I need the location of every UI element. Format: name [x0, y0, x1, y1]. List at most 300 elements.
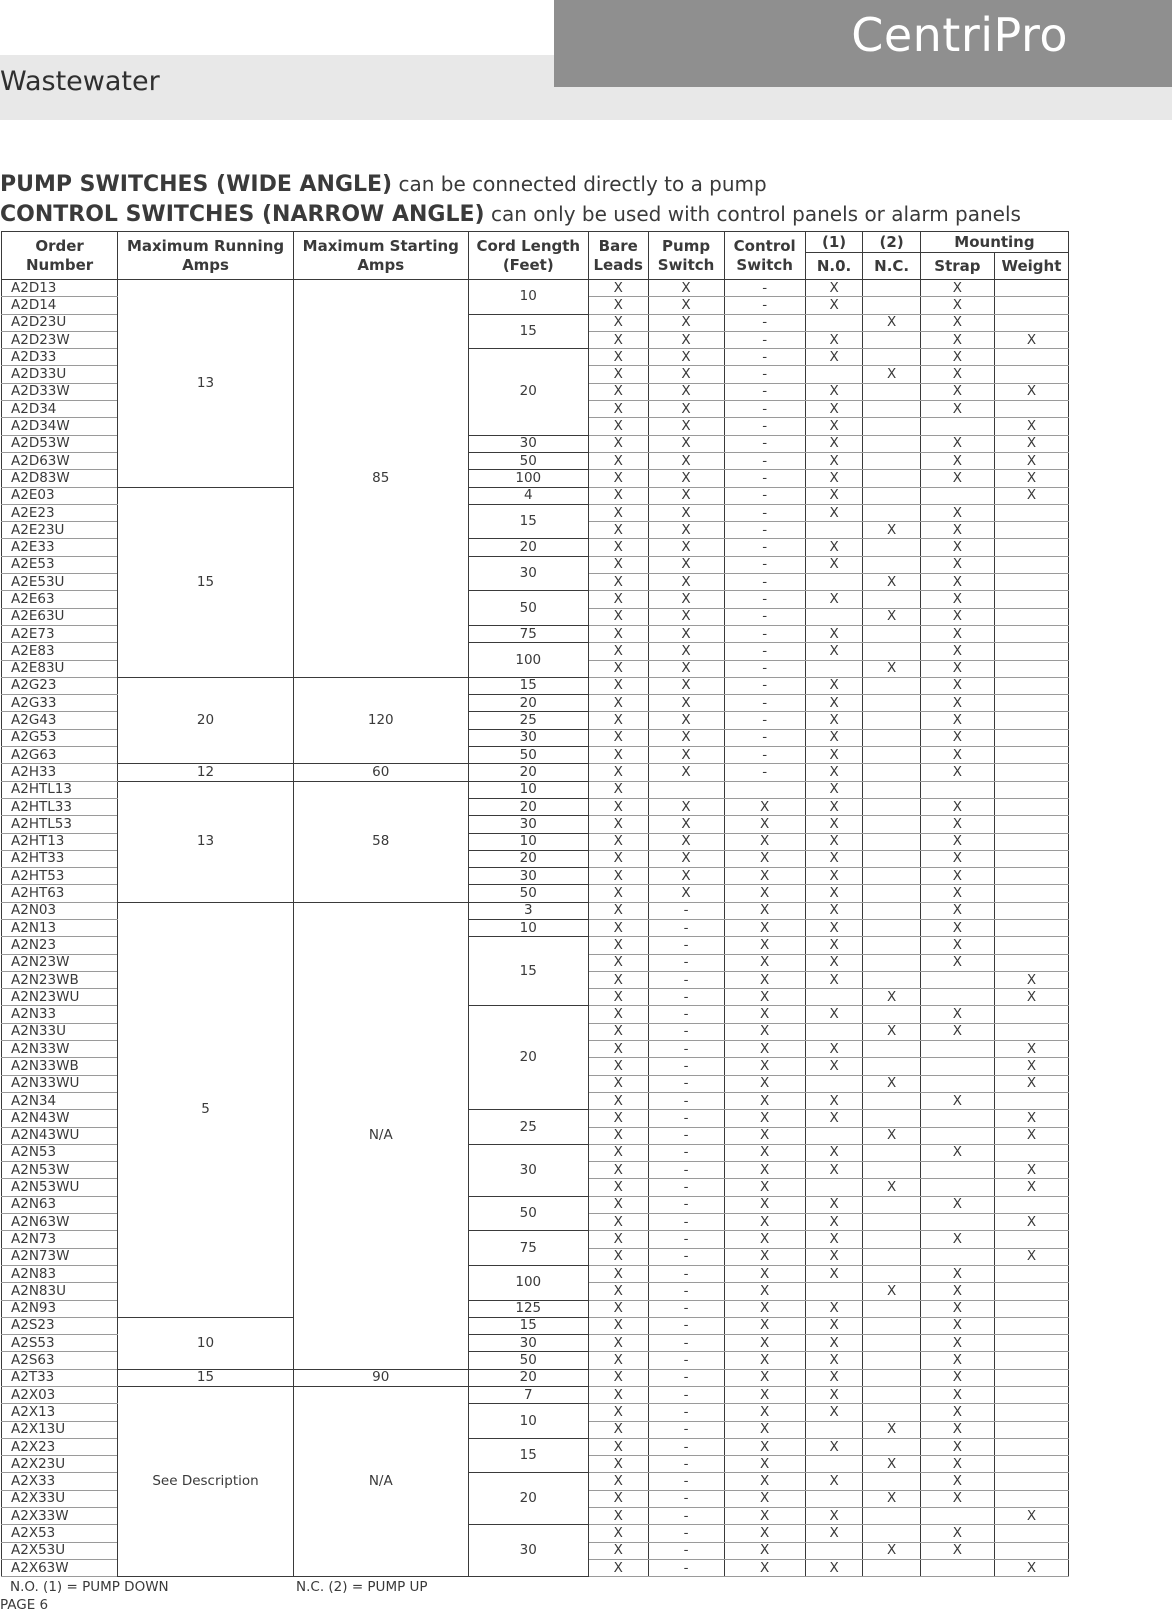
- cord-length-cell: 50: [468, 1352, 588, 1369]
- pump-switch-cell: X: [648, 452, 724, 469]
- pump-switch-cell: -: [648, 1525, 724, 1542]
- normally-closed-cell: [863, 435, 921, 452]
- weight-cell: X: [994, 971, 1068, 988]
- pump-switch-cell: -: [648, 954, 724, 971]
- normally-closed-cell: [863, 1525, 921, 1542]
- order-number-cell: A2G63: [2, 747, 118, 764]
- normally-open-cell: X: [805, 971, 863, 988]
- normally-open-cell: X: [805, 747, 863, 764]
- normally-open-cell: X: [805, 885, 863, 902]
- strap-cell: X: [920, 850, 994, 867]
- col-control-switch: Control Switch: [724, 232, 805, 280]
- weight-cell: [994, 833, 1068, 850]
- pump-switch-cell: -: [648, 1317, 724, 1334]
- pump-switch-cell: X: [648, 677, 724, 694]
- control-switch-cell: X: [724, 1092, 805, 1109]
- normally-closed-cell: [863, 383, 921, 400]
- cord-length-cell: 15: [468, 937, 588, 1006]
- bare-leads-cell: X: [588, 435, 648, 452]
- cord-length-cell: 30: [468, 1525, 588, 1577]
- bare-leads-cell: X: [588, 971, 648, 988]
- order-number-cell: A2HTL33: [2, 798, 118, 815]
- pump-switch-cell: -: [648, 1179, 724, 1196]
- normally-open-cell: X: [805, 1248, 863, 1265]
- strap-cell: X: [920, 1023, 994, 1040]
- pump-switch-cell: X: [648, 522, 724, 539]
- control-switch-cell: X: [724, 1404, 805, 1421]
- strap-cell: X: [920, 297, 994, 314]
- pump-switch-cell: -: [648, 1058, 724, 1075]
- weight-cell: [994, 556, 1068, 573]
- max-running-amps-cell: 5: [118, 902, 294, 1317]
- order-number-cell: A2N73: [2, 1231, 118, 1248]
- order-number-cell: A2HT33: [2, 850, 118, 867]
- normally-open-cell: [805, 522, 863, 539]
- control-switch-cell: X: [724, 833, 805, 850]
- normally-closed-cell: [863, 1231, 921, 1248]
- strap-cell: [920, 1110, 994, 1127]
- control-switch-cell: X: [724, 1508, 805, 1525]
- strap-cell: X: [920, 1542, 994, 1559]
- order-number-cell: A2N33U: [2, 1023, 118, 1040]
- weight-cell: [994, 781, 1068, 798]
- bare-leads-cell: X: [588, 712, 648, 729]
- strap-cell: X: [920, 885, 994, 902]
- weight-cell: [994, 937, 1068, 954]
- table-row: [2, 781, 1069, 798]
- cord-length-cell: 20: [468, 539, 588, 556]
- strap-cell: X: [920, 401, 994, 418]
- normally-closed-cell: [863, 1041, 921, 1058]
- weight-cell: X: [994, 1248, 1068, 1265]
- bare-leads-cell: X: [588, 1490, 648, 1507]
- pump-switch-cell: -: [648, 971, 724, 988]
- strap-cell: X: [920, 314, 994, 331]
- control-switch-cell: -: [724, 747, 805, 764]
- normally-closed-cell: [863, 919, 921, 936]
- normally-closed-cell: X: [863, 522, 921, 539]
- table-row: [2, 902, 1069, 919]
- normally-open-cell: X: [805, 1214, 863, 1231]
- normally-open-cell: X: [805, 1006, 863, 1023]
- cord-length-cell: 50: [468, 591, 588, 626]
- normally-closed-cell: [863, 1317, 921, 1334]
- table-row: [2, 1387, 1069, 1404]
- weight-cell: [994, 1300, 1068, 1317]
- control-switch-cell: -: [724, 660, 805, 677]
- strap-cell: X: [920, 833, 994, 850]
- bare-leads-cell: X: [588, 1369, 648, 1386]
- strap-cell: [920, 1075, 994, 1092]
- bare-leads-cell: X: [588, 747, 648, 764]
- order-number-cell: A2HT53: [2, 868, 118, 885]
- normally-open-cell: X: [805, 781, 863, 798]
- control-switch-cell: X: [724, 1559, 805, 1576]
- normally-open-cell: [805, 1456, 863, 1473]
- bare-leads-cell: X: [588, 1404, 648, 1421]
- bare-leads-cell: X: [588, 280, 648, 297]
- pump-switch-cell: X: [648, 712, 724, 729]
- order-number-cell: A2D63W: [2, 452, 118, 469]
- control-switch-cell: -: [724, 591, 805, 608]
- control-switch-cell: -: [724, 435, 805, 452]
- strap-cell: X: [920, 591, 994, 608]
- max-running-amps-cell: 10: [118, 1317, 294, 1369]
- normally-open-cell: X: [805, 1508, 863, 1525]
- weight-cell: X: [994, 452, 1068, 469]
- strap-cell: [920, 487, 994, 504]
- pump-switch-cell: -: [648, 1144, 724, 1161]
- pump-switch-cell: X: [648, 625, 724, 642]
- weight-cell: [994, 1387, 1068, 1404]
- order-number-cell: A2N53: [2, 1144, 118, 1161]
- order-number-cell: A2N83U: [2, 1283, 118, 1300]
- strap-cell: X: [920, 747, 994, 764]
- bare-leads-cell: X: [588, 331, 648, 348]
- bare-leads-cell: X: [588, 1041, 648, 1058]
- strap-cell: X: [920, 937, 994, 954]
- control-switch-cell: X: [724, 1144, 805, 1161]
- order-number-cell: A2N33W: [2, 1041, 118, 1058]
- bare-leads-cell: X: [588, 574, 648, 591]
- normally-open-cell: X: [805, 1162, 863, 1179]
- normally-open-cell: X: [805, 1231, 863, 1248]
- normally-closed-cell: X: [863, 1542, 921, 1559]
- pump-switch-cell: X: [648, 850, 724, 867]
- cord-length-cell: 20: [468, 1369, 588, 1386]
- bare-leads-cell: X: [588, 1092, 648, 1109]
- weight-cell: X: [994, 1127, 1068, 1144]
- cord-length-cell: 15: [468, 504, 588, 539]
- weight-cell: X: [994, 1110, 1068, 1127]
- normally-open-cell: X: [805, 937, 863, 954]
- normally-closed-cell: [863, 781, 921, 798]
- pump-switch-cell: X: [648, 280, 724, 297]
- order-number-cell: A2G33: [2, 695, 118, 712]
- normally-closed-cell: [863, 487, 921, 504]
- cord-length-cell: 50: [468, 1196, 588, 1231]
- pump-switch-heading-rest: can be connected directly to a pump: [392, 172, 767, 196]
- control-switch-cell: -: [724, 383, 805, 400]
- weight-cell: [994, 1196, 1068, 1213]
- control-switch-cell: X: [724, 1231, 805, 1248]
- order-number-cell: A2E53: [2, 556, 118, 573]
- strap-cell: X: [920, 1006, 994, 1023]
- cord-length-cell: 50: [468, 452, 588, 469]
- col-bare-leads: Bare Leads: [588, 232, 648, 280]
- control-switch-cell: X: [724, 919, 805, 936]
- weight-cell: [994, 868, 1068, 885]
- strap-cell: X: [920, 677, 994, 694]
- cord-length-cell: 10: [468, 1404, 588, 1439]
- weight-cell: [994, 660, 1068, 677]
- pump-switch-cell: -: [648, 902, 724, 919]
- weight-cell: [994, 608, 1068, 625]
- order-number-cell: A2E73: [2, 625, 118, 642]
- strap-cell: X: [920, 1352, 994, 1369]
- weight-cell: X: [994, 1041, 1068, 1058]
- order-number-cell: A2G53: [2, 729, 118, 746]
- cord-length-cell: 15: [468, 1317, 588, 1334]
- normally-open-cell: X: [805, 729, 863, 746]
- cord-length-cell: 30: [468, 1335, 588, 1352]
- control-switch-cell: X: [724, 1006, 805, 1023]
- strap-cell: X: [920, 816, 994, 833]
- strap-cell: X: [920, 331, 994, 348]
- normally-closed-cell: [863, 1110, 921, 1127]
- bare-leads-cell: X: [588, 764, 648, 781]
- normally-closed-cell: [863, 556, 921, 573]
- pump-switch-cell: -: [648, 1041, 724, 1058]
- order-number-cell: A2HTL53: [2, 816, 118, 833]
- order-number-cell: A2X53U: [2, 1542, 118, 1559]
- control-switch-cell: X: [724, 1058, 805, 1075]
- normally-open-cell: [805, 574, 863, 591]
- bare-leads-cell: X: [588, 798, 648, 815]
- pump-switch-cell: -: [648, 1404, 724, 1421]
- strap-cell: X: [920, 1473, 994, 1490]
- normally-open-cell: X: [805, 902, 863, 919]
- order-number-cell: A2X13: [2, 1404, 118, 1421]
- order-number-cell: A2D83W: [2, 470, 118, 487]
- weight-cell: [994, 1438, 1068, 1455]
- normally-open-cell: X: [805, 1092, 863, 1109]
- strap-cell: X: [920, 798, 994, 815]
- weight-cell: X: [994, 1508, 1068, 1525]
- control-switch-cell: X: [724, 1317, 805, 1334]
- weight-cell: [994, 591, 1068, 608]
- normally-closed-cell: [863, 712, 921, 729]
- normally-open-cell: [805, 1179, 863, 1196]
- bare-leads-cell: X: [588, 1196, 648, 1213]
- strap-cell: X: [920, 1335, 994, 1352]
- normally-closed-cell: [863, 1265, 921, 1282]
- pump-switch-cell: X: [648, 435, 724, 452]
- control-switch-cell: -: [724, 677, 805, 694]
- normally-open-cell: X: [805, 1352, 863, 1369]
- control-switch-cell: -: [724, 470, 805, 487]
- col-max-running-amps: Maximum Running Amps: [118, 232, 294, 280]
- normally-closed-cell: [863, 331, 921, 348]
- order-number-cell: A2HT63: [2, 885, 118, 902]
- weight-cell: [994, 401, 1068, 418]
- pump-switch-cell: -: [648, 1335, 724, 1352]
- bare-leads-cell: X: [588, 452, 648, 469]
- pump-switch-cell: X: [648, 608, 724, 625]
- order-number-cell: A2D13: [2, 280, 118, 297]
- col-no-marker: (1): [805, 232, 863, 253]
- control-switch-cell: X: [724, 1075, 805, 1092]
- max-starting-amps-cell: 60: [293, 764, 468, 781]
- cord-length-cell: 30: [468, 729, 588, 746]
- cord-length-cell: 25: [468, 1110, 588, 1145]
- bare-leads-cell: X: [588, 1006, 648, 1023]
- pump-switch-cell: X: [648, 764, 724, 781]
- strap-cell: X: [920, 729, 994, 746]
- strap-cell: X: [920, 643, 994, 660]
- cord-length-cell: 125: [468, 1300, 588, 1317]
- strap-cell: [920, 1508, 994, 1525]
- pump-switch-cell: -: [648, 1231, 724, 1248]
- order-number-cell: A2X33U: [2, 1490, 118, 1507]
- bare-leads-cell: X: [588, 1265, 648, 1282]
- bare-leads-cell: X: [588, 539, 648, 556]
- control-switch-heading-rest: can only be used with control panels or alarm panels: [484, 202, 1021, 226]
- control-switch-cell: X: [724, 1421, 805, 1438]
- normally-open-cell: X: [805, 712, 863, 729]
- col-nc-marker: (2): [863, 232, 921, 253]
- max-starting-amps-cell: 120: [293, 677, 468, 763]
- weight-cell: [994, 677, 1068, 694]
- normally-open-cell: X: [805, 349, 863, 366]
- pump-switch-cell: X: [648, 643, 724, 660]
- normally-open-cell: [805, 660, 863, 677]
- pump-switch-cell: X: [648, 729, 724, 746]
- order-number-cell: A2S63: [2, 1352, 118, 1369]
- order-number-cell: A2D33U: [2, 366, 118, 383]
- strap-cell: X: [920, 954, 994, 971]
- pump-switch-cell: -: [648, 1248, 724, 1265]
- pump-switch-cell: X: [648, 401, 724, 418]
- normally-open-cell: X: [805, 1196, 863, 1213]
- strap-cell: X: [920, 383, 994, 400]
- col-order-number: Order Number: [2, 232, 118, 280]
- pump-switch-cell: X: [648, 798, 724, 815]
- control-switch-cell: -: [724, 539, 805, 556]
- control-switch-cell: X: [724, 1473, 805, 1490]
- order-number-cell: A2E63U: [2, 608, 118, 625]
- normally-closed-cell: X: [863, 366, 921, 383]
- normally-closed-cell: X: [863, 1075, 921, 1092]
- order-number-cell: A2N53W: [2, 1162, 118, 1179]
- weight-cell: [994, 712, 1068, 729]
- strap-cell: X: [920, 1300, 994, 1317]
- strap-cell: [920, 1248, 994, 1265]
- normally-closed-cell: [863, 695, 921, 712]
- bare-leads-cell: X: [588, 1058, 648, 1075]
- strap-cell: X: [920, 1317, 994, 1334]
- strap-cell: X: [920, 919, 994, 936]
- normally-open-cell: [805, 1490, 863, 1507]
- weight-cell: X: [994, 1179, 1068, 1196]
- bare-leads-cell: X: [588, 1023, 648, 1040]
- pump-switch-cell: X: [648, 470, 724, 487]
- strap-cell: X: [920, 539, 994, 556]
- normally-open-cell: X: [805, 504, 863, 521]
- normally-closed-cell: [863, 1300, 921, 1317]
- normally-open-cell: [805, 366, 863, 383]
- pump-switch-cell: -: [648, 1421, 724, 1438]
- order-number-cell: A2N43W: [2, 1110, 118, 1127]
- bare-leads-cell: X: [588, 695, 648, 712]
- bare-leads-cell: X: [588, 1352, 648, 1369]
- order-number-cell: A2E63: [2, 591, 118, 608]
- strap-cell: X: [920, 349, 994, 366]
- normally-closed-cell: [863, 349, 921, 366]
- pump-switch-cell: -: [648, 1490, 724, 1507]
- weight-cell: [994, 574, 1068, 591]
- normally-open-cell: X: [805, 383, 863, 400]
- control-switch-cell: X: [724, 1438, 805, 1455]
- order-number-cell: A2E83: [2, 643, 118, 660]
- control-switch-cell: -: [724, 643, 805, 660]
- cord-length-cell: 20: [468, 349, 588, 435]
- normally-open-cell: [805, 314, 863, 331]
- weight-cell: [994, 1542, 1068, 1559]
- order-number-cell: A2N23W: [2, 954, 118, 971]
- strap-cell: X: [920, 1387, 994, 1404]
- normally-open-cell: X: [805, 1317, 863, 1334]
- max-starting-amps-cell: N/A: [293, 902, 468, 1369]
- order-number-cell: A2T33: [2, 1369, 118, 1386]
- col-strap: Strap: [920, 253, 994, 280]
- normally-open-cell: X: [805, 1335, 863, 1352]
- normally-closed-cell: [863, 747, 921, 764]
- bare-leads-cell: X: [588, 504, 648, 521]
- normally-open-cell: X: [805, 1404, 863, 1421]
- cord-length-cell: 7: [468, 1387, 588, 1404]
- normally-open-cell: X: [805, 677, 863, 694]
- cord-length-cell: 50: [468, 747, 588, 764]
- cord-length-cell: 10: [468, 919, 588, 936]
- normally-open-cell: X: [805, 954, 863, 971]
- cord-length-cell: 100: [468, 643, 588, 678]
- weight-cell: [994, 1369, 1068, 1386]
- control-switch-cell: X: [724, 989, 805, 1006]
- normally-closed-cell: [863, 643, 921, 660]
- strap-cell: X: [920, 764, 994, 781]
- normally-closed-cell: [863, 850, 921, 867]
- normally-closed-cell: X: [863, 1023, 921, 1040]
- pump-switch-cell: X: [648, 868, 724, 885]
- weight-cell: X: [994, 418, 1068, 435]
- normally-open-cell: X: [805, 452, 863, 469]
- bare-leads-cell: X: [588, 470, 648, 487]
- control-switch-cell: X: [724, 1110, 805, 1127]
- control-switch-cell: X: [724, 868, 805, 885]
- normally-closed-cell: [863, 401, 921, 418]
- bare-leads-cell: X: [588, 850, 648, 867]
- normally-closed-cell: [863, 1335, 921, 1352]
- control-switch-cell: X: [724, 954, 805, 971]
- cord-length-cell: 30: [468, 556, 588, 591]
- pump-switch-heading: [0, 172, 767, 197]
- footnote-pump-down: N.O. (1) = PUMP DOWN: [10, 1579, 169, 1595]
- normally-closed-cell: [863, 1508, 921, 1525]
- order-number-cell: A2N33WU: [2, 1075, 118, 1092]
- pump-switch-cell: X: [648, 556, 724, 573]
- bare-leads-cell: X: [588, 1214, 648, 1231]
- normally-closed-cell: [863, 1248, 921, 1265]
- bare-leads-cell: X: [588, 729, 648, 746]
- bare-leads-cell: X: [588, 1179, 648, 1196]
- bare-leads-cell: X: [588, 919, 648, 936]
- normally-closed-cell: X: [863, 1456, 921, 1473]
- col-weight: Weight: [994, 253, 1068, 280]
- strap-cell: X: [920, 1456, 994, 1473]
- normally-closed-cell: [863, 1438, 921, 1455]
- control-switch-cell: -: [724, 504, 805, 521]
- max-running-amps-cell: 13: [118, 781, 294, 902]
- control-switch-heading: [0, 202, 1021, 227]
- weight-cell: [994, 625, 1068, 642]
- strap-cell: X: [920, 1490, 994, 1507]
- bare-leads-cell: X: [588, 781, 648, 798]
- normally-open-cell: X: [805, 487, 863, 504]
- order-number-cell: A2X53: [2, 1525, 118, 1542]
- control-switch-cell: -: [724, 331, 805, 348]
- normally-open-cell: [805, 608, 863, 625]
